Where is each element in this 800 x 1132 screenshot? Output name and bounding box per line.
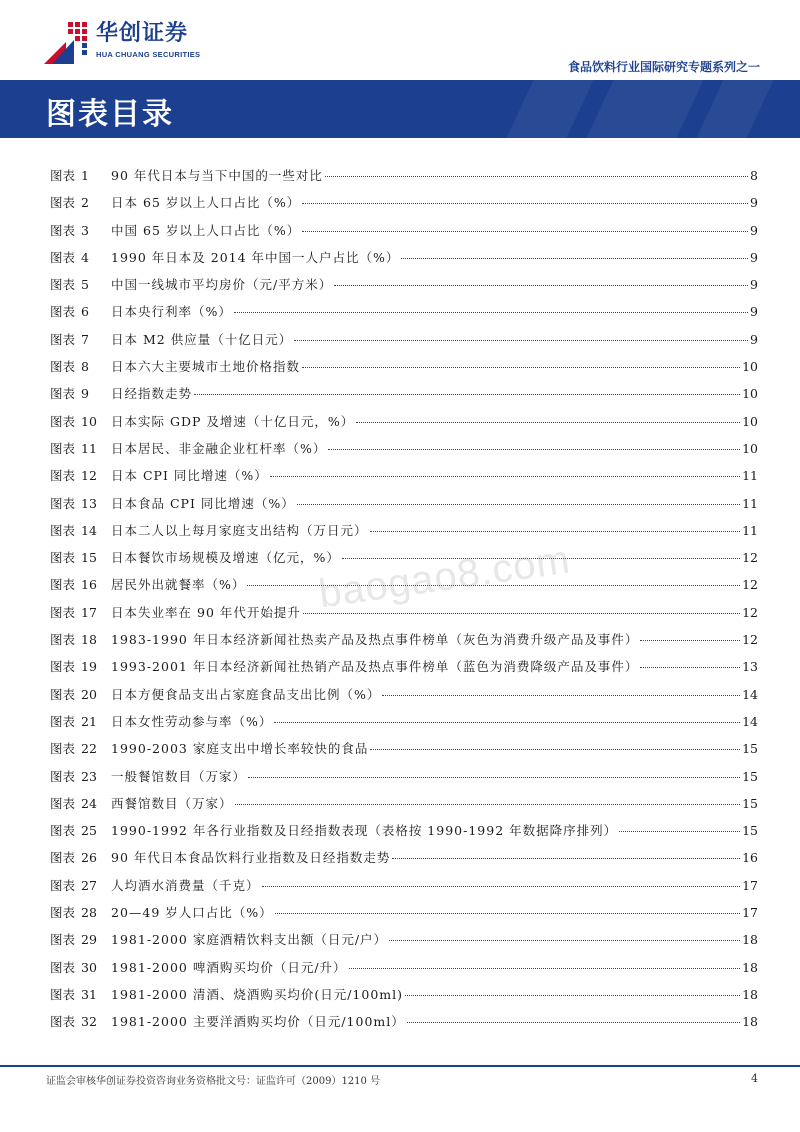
logo-mark-icon [44,20,90,64]
toc-entry-label: 图表 [50,331,76,347]
toc-dot-leader [349,968,741,969]
toc-entry-page: 11 [742,468,758,484]
toc-entry[interactable] [50,439,758,466]
toc-entry-title: 日本食品 CPI 同比增速（%） [111,495,295,511]
toc-entry-page: 17 [742,877,758,893]
toc-entry[interactable] [50,603,758,630]
toc-entry[interactable] [50,985,758,1012]
toc-entry-title: 日本女性劳动参与率（%） [111,713,273,729]
toc-entry-label: 图表 [50,359,76,375]
toc-entry-number: 5 [81,277,89,293]
toc-entry-label: 图表 [50,823,76,839]
toc-entry-label: 图表 [50,713,76,729]
toc-dot-leader [405,995,740,996]
toc-entry-title: 90 年代日本食品饮料行业指数及日经指数走势 [111,850,391,866]
toc-dot-leader [248,777,740,778]
toc-entry-number: 31 [81,986,97,1002]
toc-entry-page: 17 [742,905,758,921]
toc-entry-title: 日本方便食品支出占家庭食品支出比例（%） [111,686,381,702]
toc-entry[interactable] [50,712,758,739]
toc-entry[interactable] [50,794,758,821]
toc-dot-leader [334,285,748,286]
toc-entry-page: 18 [742,932,758,948]
toc-entry-title: 中国一线城市平均房价（元/平方米） [111,277,333,293]
toc-entry-title: 1981-2000 啤酒购买均价（日元/升） [111,959,347,975]
toc-entry-number: 30 [81,959,97,975]
page-number: 4 [751,1072,758,1085]
toc-dot-leader [356,422,740,423]
toc-entry-number: 7 [81,331,89,347]
toc-entry-page: 9 [750,195,758,211]
toc-entry-label: 图表 [50,577,76,593]
toc-dot-leader [407,1022,740,1023]
section-title: 图表目录 [46,97,174,132]
toc-dot-leader [262,886,741,887]
toc-entry-page: 18 [742,959,758,975]
toc-entry-label: 图表 [50,905,76,921]
toc-entry-number: 2 [81,195,89,211]
toc-entry-title: 日本 M2 供应量（十亿日元） [111,331,293,347]
toc-entry-number: 1 [81,168,89,183]
toc-entry-page: 15 [742,795,758,811]
toc-entry[interactable] [50,357,758,384]
toc-entry-title: 西餐馆数目（万家） [111,795,233,811]
toc-entry-title: 日本实际 GDP 及增速（十亿日元，%） [111,413,355,429]
page-header [0,0,800,138]
toc-entry[interactable] [50,739,758,766]
toc-entry-title: 日本餐饮市场规模及增速（亿元，%） [111,550,340,566]
toc-entry-label: 图表 [50,550,76,566]
toc-dot-leader [302,231,748,232]
toc-entry-page: 14 [742,686,758,702]
toc-entry[interactable] [50,903,758,930]
toc-entry-page: 15 [742,768,758,784]
toc-entry-label: 图表 [50,877,76,893]
toc-entry-label: 图表 [50,850,76,866]
toc-dot-leader [274,722,740,723]
toc-entry-label: 图表 [50,986,76,1002]
toc-entry-page: 8 [750,168,758,183]
toc-entry-title: 1981-2000 清酒、烧酒购买均价(日元/100ml) [111,986,404,1002]
toc-entry[interactable] [50,958,758,985]
toc-entry-page: 12 [742,577,758,593]
toc-entry-number: 14 [81,522,97,538]
toc-dot-leader [294,340,748,341]
toc-entry[interactable] [50,466,758,493]
toc-entry-page: 15 [742,741,758,757]
toc-entry[interactable] [50,521,758,548]
toc-entry-number: 28 [81,905,97,921]
toc-entry-page: 9 [750,277,758,293]
title-banner [0,80,800,138]
toc-entry-page: 12 [742,632,758,648]
toc-entry-number: 4 [81,249,89,265]
toc-entry[interactable] [50,767,758,794]
toc-dot-leader [370,749,740,750]
logo-english-name: HUA CHUANG SECURITIES [96,50,201,59]
toc-dot-leader [302,367,740,368]
logo-chinese-name: 华创证券 [96,21,189,46]
toc-entry-number: 24 [81,795,97,811]
toc-entry-number: 9 [81,386,89,402]
toc-entry-page: 18 [742,986,758,1002]
toc-entry[interactable] [50,193,758,220]
toc-entry[interactable] [50,221,758,248]
toc-entry-page: 18 [742,1014,758,1030]
toc-entry-page: 10 [742,386,758,402]
toc-entry-label: 图表 [50,1014,76,1030]
toc-entry[interactable] [50,166,758,193]
toc-entry-number: 6 [81,304,89,320]
toc-entry-number: 16 [81,577,97,593]
toc-dot-leader [619,831,740,832]
toc-entry-label: 图表 [50,659,76,675]
toc-entry-label: 图表 [50,741,76,757]
toc-entry-label: 图表 [50,222,76,238]
toc-dot-leader [194,394,740,395]
toc-entry-number: 22 [81,741,97,757]
toc-entry-title: 日本居民、非金融企业杠杆率（%） [111,440,327,456]
toc-entry-label: 图表 [50,632,76,648]
toc-entry-title: 1990 年日本及 2014 年中国一人户占比（%） [111,249,400,265]
toc-dot-leader [325,176,748,177]
toc-entry-page: 9 [750,304,758,320]
toc-entry-number: 13 [81,495,97,511]
toc-entry-number: 27 [81,877,97,893]
toc-entry-page: 14 [742,713,758,729]
toc-entry-number: 11 [81,440,97,456]
toc-entry-page: 11 [742,522,758,538]
toc-dot-leader [370,531,741,532]
toc-entry[interactable] [50,821,758,848]
toc-dot-leader [401,258,748,259]
toc-dot-leader [392,858,740,859]
toc-entry-label: 图表 [50,195,76,211]
toc-entry-number: 19 [81,659,97,675]
toc-entry-title: 1990-2003 家庭支出中增长率较快的食品 [111,741,369,757]
toc-entry-number: 25 [81,823,97,839]
toc-dot-leader [640,640,740,641]
toc-entry[interactable] [50,412,758,439]
toc-entry-label: 图表 [50,413,76,429]
toc-entry-page: 10 [742,413,758,429]
toc-entry-label: 图表 [50,468,76,484]
toc-entry-label: 图表 [50,604,76,620]
toc-entry[interactable] [50,848,758,875]
toc-entry-title: 一般餐馆数目（万家） [111,768,247,784]
toc-entry[interactable] [50,1012,758,1039]
toc-entry[interactable] [50,630,758,657]
toc-entry-label: 图表 [50,795,76,811]
toc-entry-label: 图表 [50,932,76,948]
toc-entry-label: 图表 [50,495,76,511]
toc-entry-title: 1981-2000 家庭酒精饮料支出额（日元/户） [111,932,388,948]
toc-entry-number: 20 [81,686,97,702]
toc-dot-leader [389,940,740,941]
toc-entry-title: 日本二人以上每月家庭支出结构（万日元） [111,522,368,538]
footer-license-text: 证监会审核华创证券投资咨询业务资格批文号：证监许可（2009）1210 号 [46,1076,381,1087]
toc-entry-title: 1981-2000 主要洋酒购买均价（日元/100ml） [111,1014,405,1030]
toc-entry-title: 日本 CPI 同比增速（%） [111,468,268,484]
toc-entry[interactable] [50,248,758,275]
toc-entry-page: 10 [742,440,758,456]
toc-entry-title: 90 年代日本与当下中国的一些对比 [111,168,323,183]
toc-entry-page: 12 [742,604,758,620]
toc-dot-leader [270,476,740,477]
toc-entry-label: 图表 [50,386,76,402]
toc-entry-title: 日本央行利率（%） [111,304,232,320]
toc-entry-label: 图表 [50,304,76,320]
toc-dot-leader [303,613,740,614]
toc-entry-number: 18 [81,632,97,648]
watermark-text: baogao8.com [316,537,574,617]
footer-divider [0,1065,800,1067]
toc-entry[interactable] [50,876,758,903]
toc-entry-page: 12 [742,550,758,566]
toc-entry-title: 日经指数走势 [111,386,193,402]
toc-entry-title: 1993-2001 年日本经济新闻社热销产品及热点事件榜单（蓝色为消费降级产品及事件） [111,659,639,675]
toc-entry-label: 图表 [50,768,76,784]
toc-entry-number: 23 [81,768,97,784]
toc-entry[interactable] [50,275,758,302]
toc-entry-page: 15 [742,823,758,839]
toc-entry-page: 11 [742,495,758,511]
toc-dot-leader [235,804,741,805]
toc-entry-title: 日本 65 岁以上人口占比（%） [111,195,301,211]
toc-entry[interactable] [50,685,758,712]
company-logo [44,20,200,66]
toc-entry[interactable] [50,930,758,957]
toc-entry-title: 中国 65 岁以上人口占比（%） [111,222,301,238]
toc-dot-leader [297,504,740,505]
toc-entry-page: 9 [750,331,758,347]
toc-entry-page: 9 [750,222,758,238]
toc-entry-label: 图表 [50,522,76,538]
toc-entry-label: 图表 [50,686,76,702]
toc-entry-label: 图表 [50,168,76,183]
toc-entry-page: 10 [742,359,758,375]
toc-entry-title: 日本六大主要城市土地价格指数 [111,359,301,375]
toc-entry-label: 图表 [50,277,76,293]
toc-entry-title: 1983-1990 年日本经济新闻社热卖产品及热点事件榜单（灰色为消费升级产品及事件） [111,632,639,648]
toc-entry-title: 居民外出就餐率（%） [111,577,246,593]
toc-entry-label: 图表 [50,249,76,265]
toc-dot-leader [302,203,748,204]
toc-entry-label: 图表 [50,440,76,456]
toc-entry[interactable] [50,494,758,521]
toc-entry-title: 1990-1992 年各行业指数及日经指数表现（表格按 1990-1992 年数据降序排列） [111,823,618,839]
toc-dot-leader [640,667,740,668]
toc-entry-number: 15 [81,550,97,566]
toc-entry-number: 3 [81,222,89,238]
toc-entry-page: 16 [742,850,758,866]
toc-dot-leader [328,449,740,450]
toc-entry-number: 10 [81,413,97,429]
toc-entry-number: 12 [81,468,97,484]
toc-entry-number: 29 [81,932,97,948]
toc-entry-number: 21 [81,713,97,729]
toc-entry-number: 8 [81,359,89,375]
toc-entry-number: 17 [81,604,97,620]
toc-dot-leader [382,695,740,696]
report-series-title: 食品饮料行业国际研究专题系列之一 [567,60,760,74]
toc-entry-page: 13 [742,659,758,675]
toc-entry[interactable] [50,302,758,329]
toc-entry-title: 20—49 岁人口占比（%） [111,905,273,921]
toc-entry[interactable] [50,657,758,684]
toc-entry-label: 图表 [50,959,76,975]
toc-entry-number: 32 [81,1014,97,1030]
toc-entry-page: 9 [750,249,758,265]
toc-entry-number: 26 [81,850,97,866]
toc-entry-title: 日本失业率在 90 年代开始提升 [111,604,301,620]
toc-entry-title: 人均酒水消费量（千克） [111,877,260,893]
toc-entry[interactable] [50,384,758,411]
toc-dot-leader [234,312,748,313]
toc-dot-leader [275,913,740,914]
toc-entry[interactable] [50,330,758,357]
